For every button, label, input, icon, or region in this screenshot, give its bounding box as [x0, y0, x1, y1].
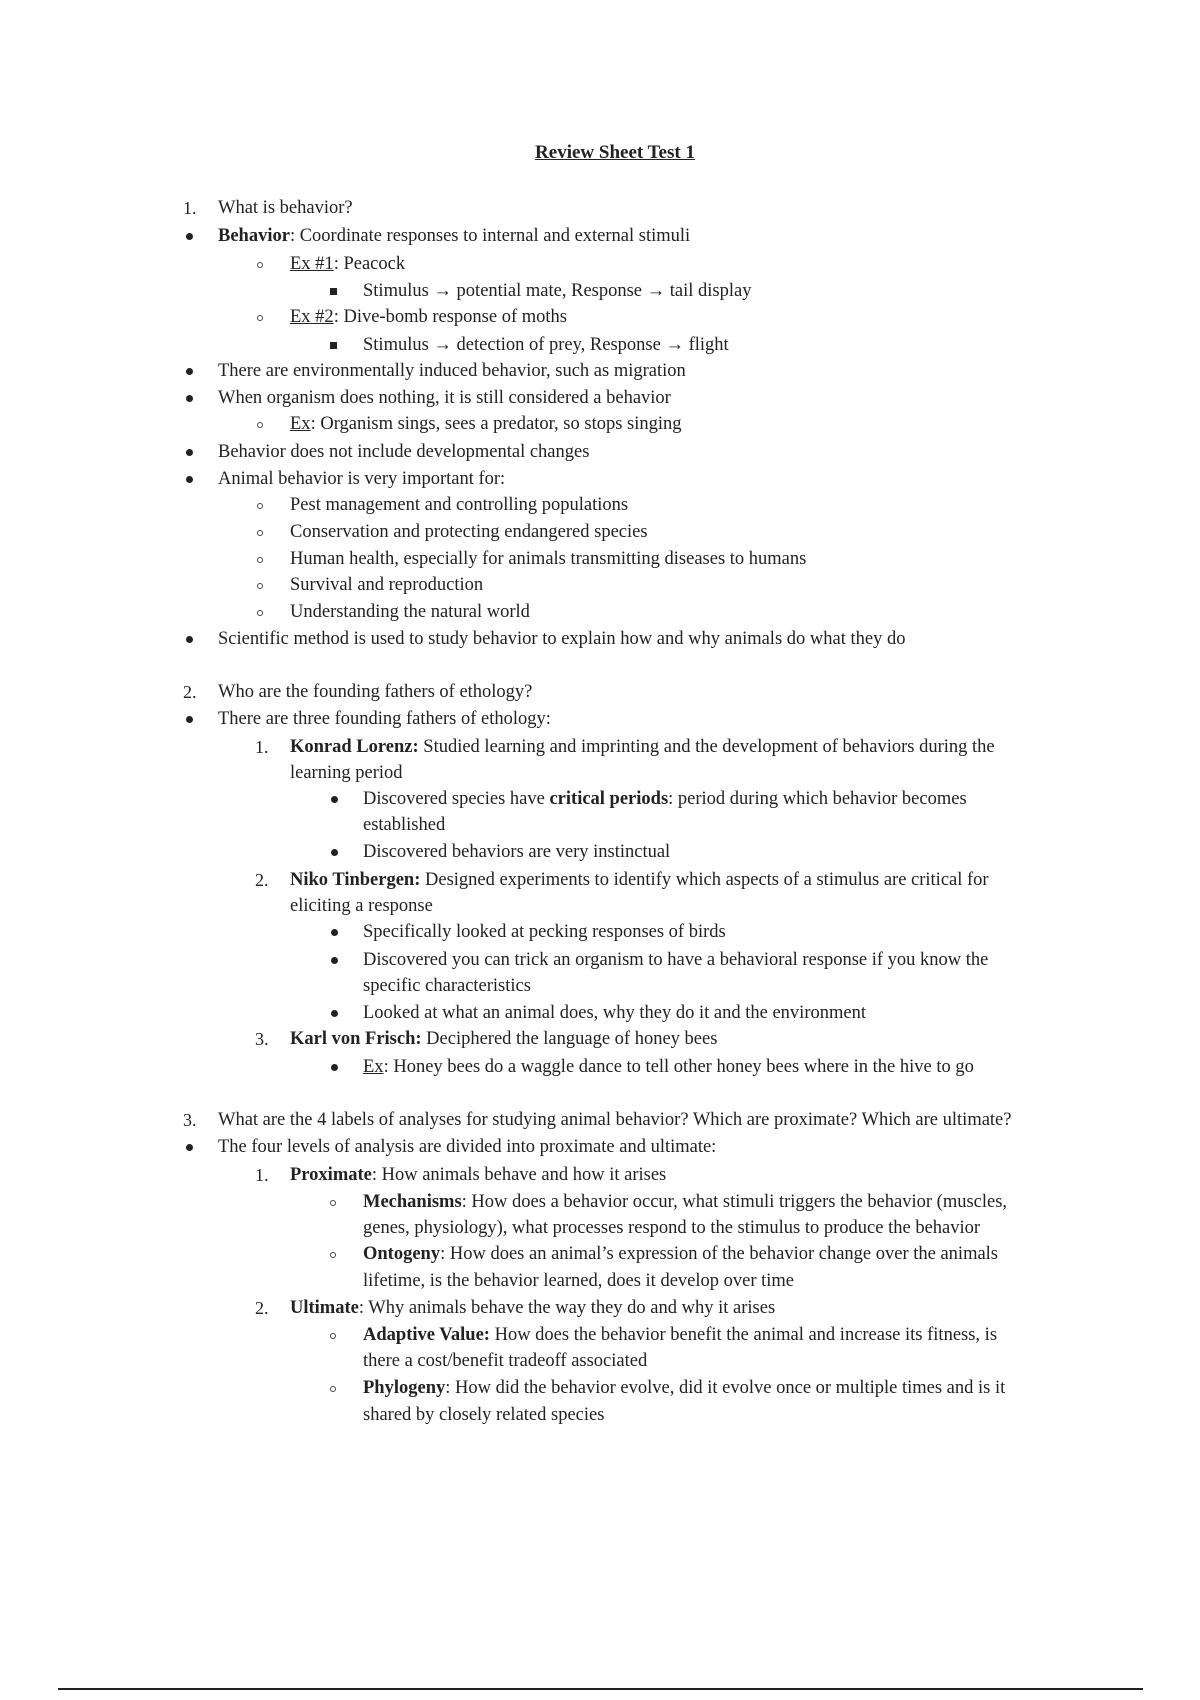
list-item: Ultimate: Why animals behave the way they do and why it arises — [290, 1298, 776, 1318]
list-item: Understanding the natural world — [290, 602, 530, 622]
page-title: Review Sheet Test 1 — [535, 142, 695, 163]
item-number: 2. — [255, 870, 269, 890]
item-number: 2. — [255, 1298, 269, 1318]
list-item-continuation: eliciting a response — [290, 896, 433, 916]
list-item-continuation: established — [363, 815, 446, 835]
question-number: 1. — [183, 198, 197, 218]
list-item: Stimulus → detection of prey, Response → flight — [363, 335, 729, 355]
circle-bullet-icon — [257, 610, 263, 616]
list-item: Conservation and protecting endangered species — [290, 522, 648, 542]
item-number: 3. — [255, 1029, 269, 1049]
circle-bullet-icon — [257, 315, 263, 321]
list-item: Niko Tinbergen: Designed experiments to identify which aspects of a stimulus are critical for — [290, 870, 989, 890]
list-item: Human health, especially for animals transmitting diseases to humans — [290, 549, 807, 569]
list-item: There are three founding fathers of ethology: — [218, 709, 551, 729]
circle-bullet-icon — [257, 422, 263, 428]
list-item: Ex: Honey bees do a waggle dance to tell other honey bees where in the hive to go — [363, 1057, 974, 1077]
question-number: 2. — [183, 682, 197, 702]
circle-bullet-icon — [330, 1333, 336, 1339]
list-item-continuation: there a cost/benefit tradeoff associated — [363, 1351, 648, 1371]
list-item-continuation: shared by closely related species — [363, 1405, 605, 1425]
list-item: Ex #1: Peacock — [290, 254, 406, 274]
bullet-icon — [186, 233, 193, 240]
list-item-continuation: specific characteristics — [363, 976, 531, 996]
list-item: Behavior does not include developmental changes — [218, 442, 590, 462]
item-number: 1. — [255, 737, 269, 757]
list-item: Survival and reproduction — [290, 575, 484, 595]
list-item-continuation: genes, physiology), what processes respond to the stimulus to produce the behavior — [363, 1218, 981, 1238]
bullet-icon — [186, 636, 193, 643]
list-item: Discovered behaviors are very instinctual — [363, 842, 671, 862]
square-bullet-icon — [330, 288, 337, 295]
list-item: Adaptive Value: How does the behavior benefit the animal and increase its fitness, is — [363, 1325, 998, 1345]
bullet-icon — [331, 796, 338, 803]
list-item: Discovered species have critical periods: period during which behavior becomes — [363, 789, 967, 809]
bullet-icon — [331, 849, 338, 856]
list-item: Animal behavior is very important for: — [218, 469, 506, 489]
list-item: Pest management and controlling populations — [290, 495, 629, 515]
bullet-icon — [331, 929, 338, 936]
bullet-icon — [186, 368, 193, 375]
list-item: Phylogeny: How did the behavior evolve, did it evolve once or multiple times and is it — [363, 1378, 1006, 1398]
circle-bullet-icon — [330, 1252, 336, 1258]
bullet-icon — [331, 1010, 338, 1017]
bullet-icon — [186, 449, 193, 456]
list-item: Behavior: Coordinate responses to internal and external stimuli — [218, 226, 691, 246]
question-text: Who are the founding fathers of ethology? — [218, 682, 533, 702]
bullet-icon — [331, 957, 338, 964]
bullet-icon — [186, 476, 193, 483]
circle-bullet-icon — [257, 530, 263, 536]
list-item-continuation: lifetime, is the behavior learned, does it develop over time — [363, 1271, 795, 1291]
list-item-continuation: learning period — [290, 763, 403, 783]
bullet-icon — [186, 1144, 193, 1151]
list-item: Specifically looked at pecking responses of birds — [363, 922, 726, 942]
page-divider — [58, 1688, 1143, 1690]
list-item: Ex: Organism sings, sees a predator, so stops singing — [290, 414, 682, 434]
list-item: Ontogeny: How does an animal’s expression of the behavior change over the animals — [363, 1244, 999, 1264]
list-item: Karl von Frisch: Deciphered the language of honey bees — [290, 1029, 718, 1049]
list-item: Looked at what an animal does, why they do it and the environment — [363, 1003, 866, 1023]
bullet-icon — [331, 1064, 338, 1071]
question-text: What is behavior? — [218, 198, 353, 218]
item-number: 1. — [255, 1165, 269, 1185]
circle-bullet-icon — [330, 1386, 336, 1392]
list-item: When organism does nothing, it is still considered a behavior — [218, 388, 671, 408]
circle-bullet-icon — [330, 1200, 336, 1206]
list-item: Mechanisms: How does a behavior occur, what stimuli triggers the behavior (muscles, — [363, 1192, 1008, 1212]
list-item: Scientific method is used to study behavior to explain how and why animals do what they do — [218, 629, 906, 649]
list-item: Ex #2: Dive-bomb response of moths — [290, 307, 567, 327]
circle-bullet-icon — [257, 583, 263, 589]
list-item: Konrad Lorenz: Studied learning and imprinting and the development of behaviors during the — [290, 737, 995, 757]
question-number: 3. — [183, 1110, 197, 1130]
list-item: There are environmentally induced behavior, such as migration — [218, 361, 686, 381]
list-item: The four levels of analysis are divided into proximate and ultimate: — [218, 1137, 717, 1157]
list-item: Discovered you can trick an organism to have a behavioral response if you know the — [363, 950, 989, 970]
square-bullet-icon — [330, 342, 337, 349]
list-item: Stimulus → potential mate, Response → tail display — [363, 281, 752, 301]
circle-bullet-icon — [257, 557, 263, 563]
circle-bullet-icon — [257, 262, 263, 268]
bullet-icon — [186, 395, 193, 402]
question-text: What are the 4 labels of analyses for studying animal behavior? Which are proximate? Which are ultimate? — [218, 1110, 1012, 1130]
list-item: Proximate: How animals behave and how it arises — [290, 1165, 667, 1185]
bullet-icon — [186, 716, 193, 723]
circle-bullet-icon — [257, 503, 263, 509]
